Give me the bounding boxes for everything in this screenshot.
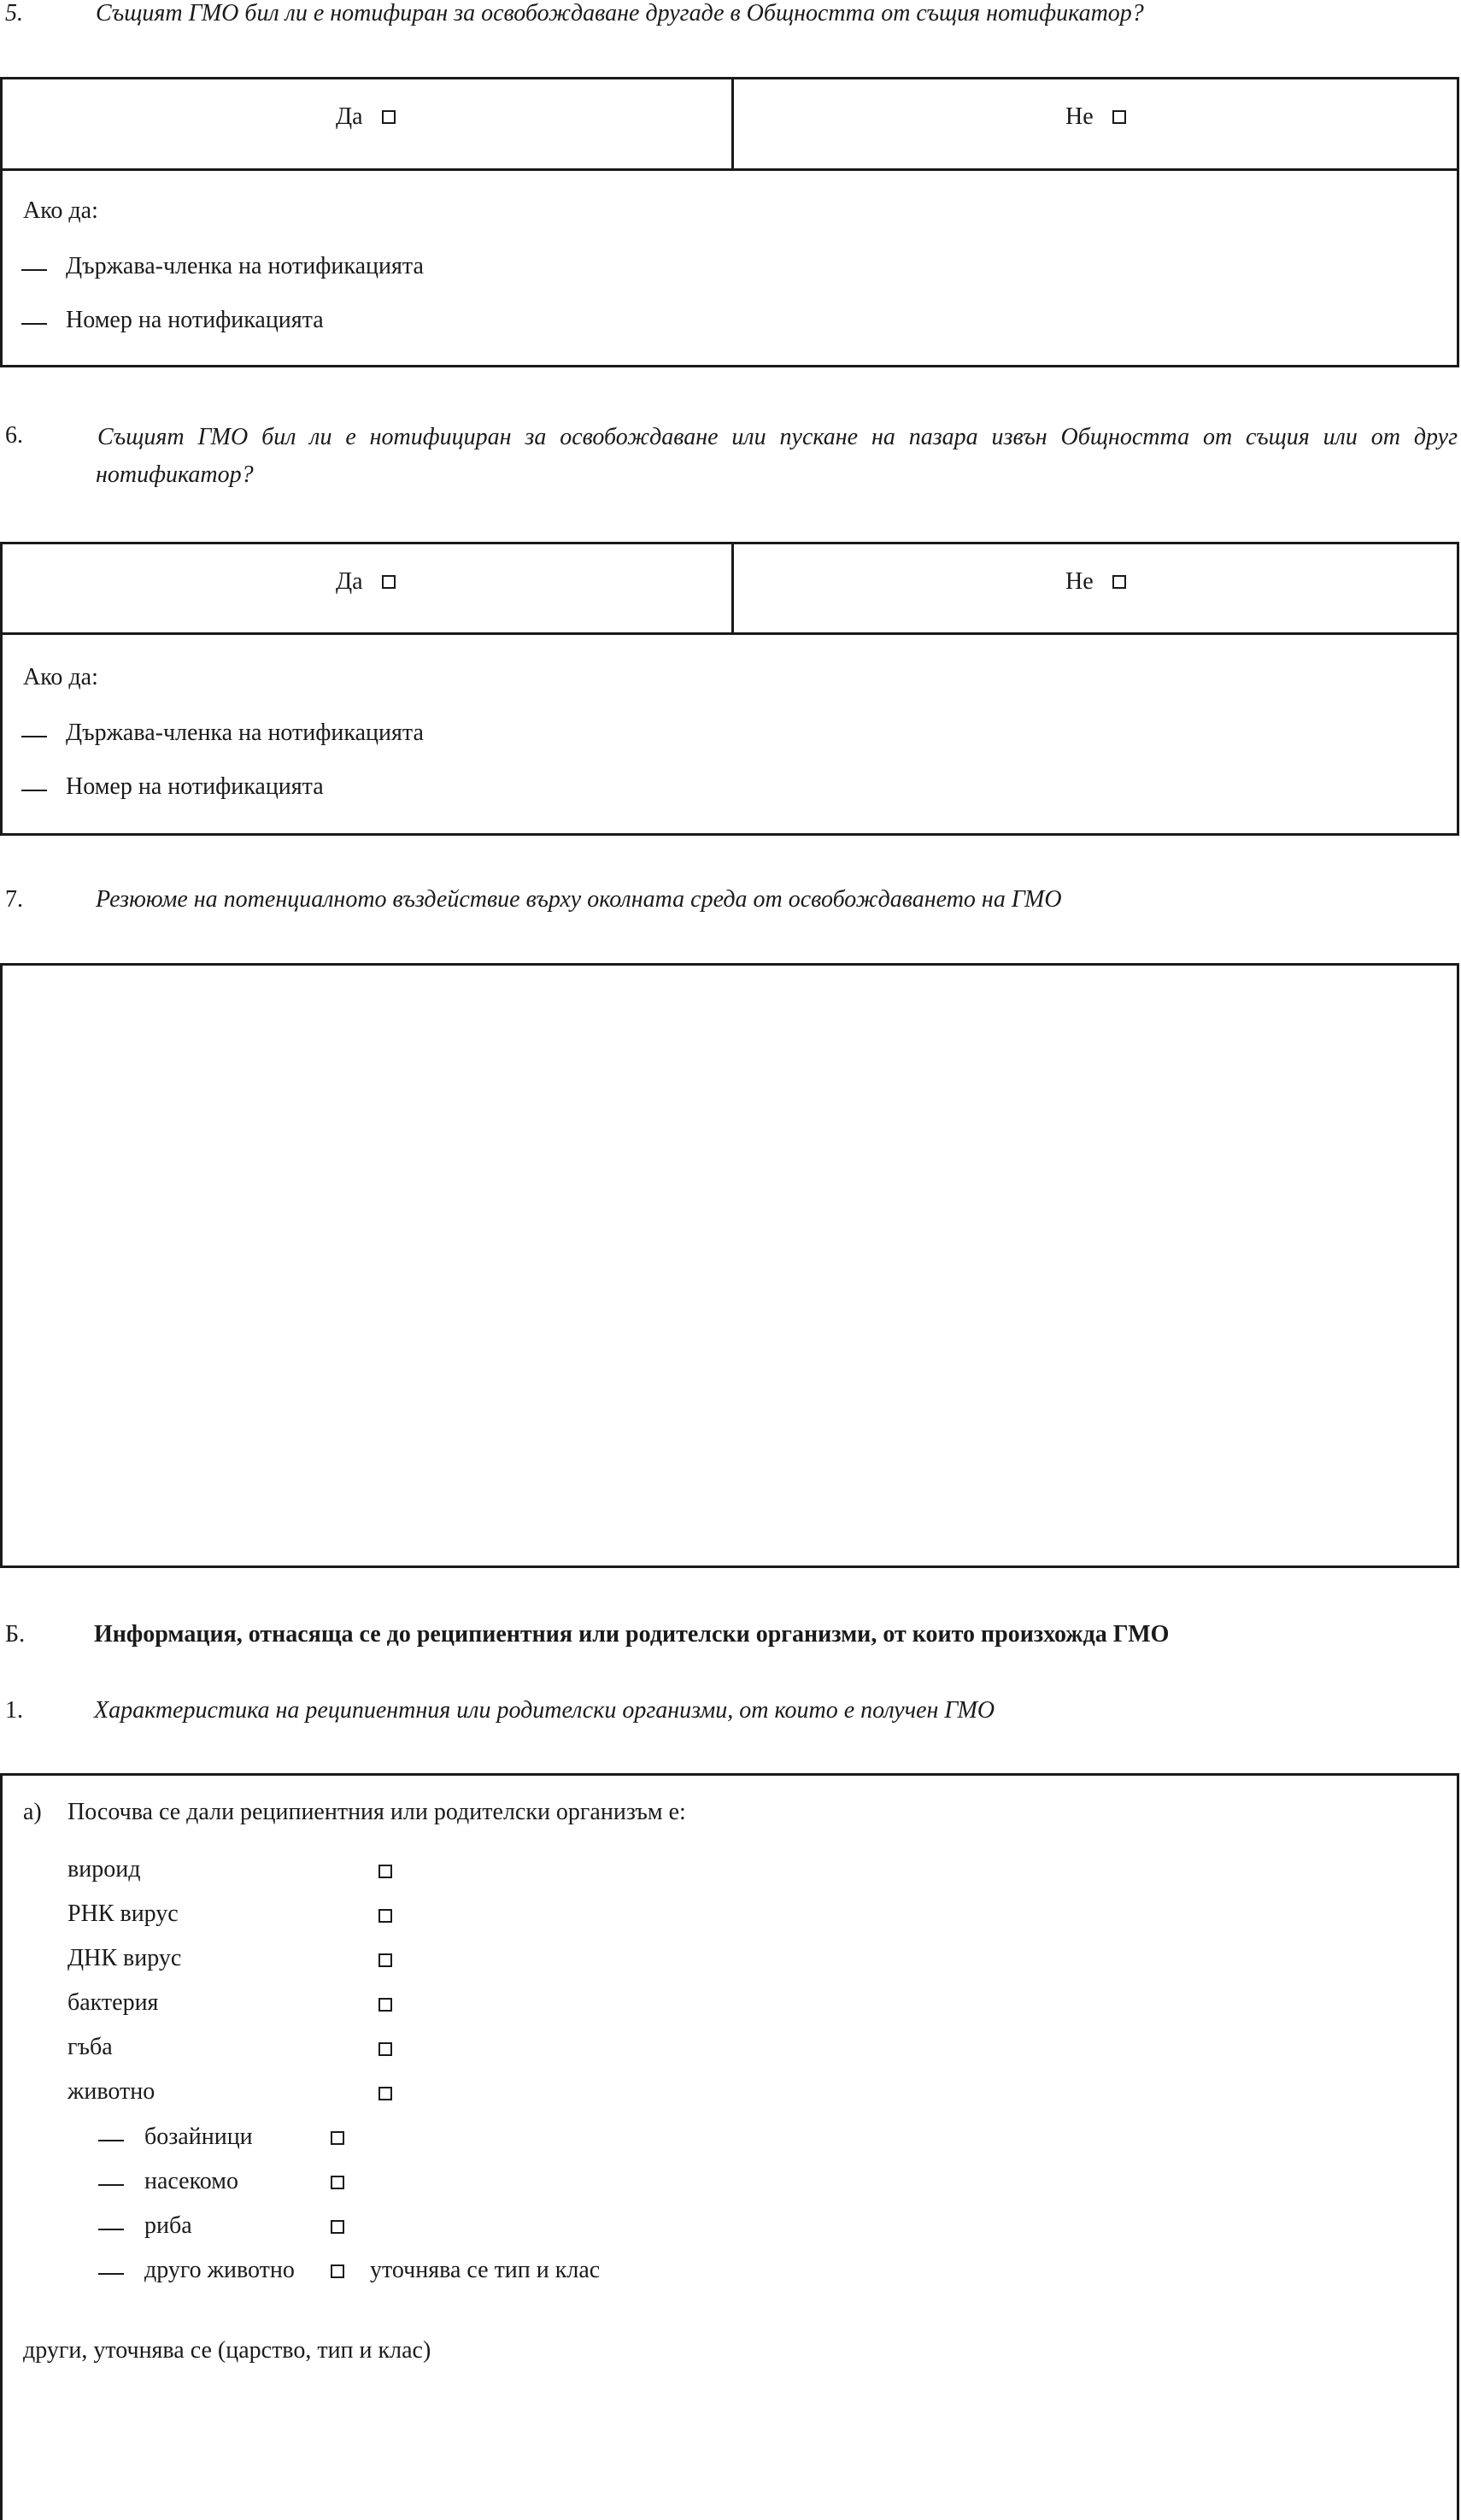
type-animal-label: животно (67, 2078, 155, 2105)
if-yes-label: Ако да: (23, 197, 98, 224)
question-6-text-line-2: нотификатор? (96, 461, 254, 488)
item-a-letter: а) (23, 1799, 42, 1825)
dash (21, 736, 47, 737)
part-b-letter: Б. (5, 1621, 26, 1648)
divider (731, 544, 734, 632)
others-specify-label: други, уточнява се (царство, тип и клас) (23, 2337, 431, 2364)
type-fungus-checkbox[interactable] (378, 2042, 392, 2056)
no-label: Не (1065, 103, 1094, 130)
dash (98, 2273, 124, 2275)
dash (98, 2140, 124, 2141)
item-a-text: Посочва се дали реципиентния или родителски организъм е: (67, 1799, 686, 1825)
type-dna-virus-checkbox[interactable] (378, 1953, 392, 1967)
divider (731, 79, 734, 168)
dash (21, 269, 47, 271)
type-rna-virus-checkbox[interactable] (378, 1909, 392, 1923)
subtype-other-animal-label: друго животно (144, 2257, 295, 2283)
no-option[interactable] (1065, 103, 1126, 131)
question-5-text: Същият ГМО бил ли е нотифиран за освобождаване другаде в Общността от същия нотификатор? (96, 0, 1144, 26)
section-6-box (0, 542, 1459, 836)
section-5-box (0, 77, 1459, 367)
divider (3, 632, 1457, 635)
organism-type-box (0, 1773, 1459, 2520)
question-b1-number: 1. (5, 1697, 23, 1724)
notification-number-label: Номер на нотификацията (66, 773, 324, 800)
member-state-label: Държава-членка на нотификацията (66, 720, 424, 746)
subtype-fish-checkbox[interactable] (331, 2220, 344, 2234)
other-animal-note: уточнява се тип и клас (370, 2257, 601, 2283)
yes-checkbox[interactable] (382, 110, 396, 124)
question-6-number: 6. (5, 422, 23, 449)
notification-number-label: Номер на нотификацията (66, 307, 324, 333)
question-5-number: 5. (5, 0, 23, 26)
dash (21, 323, 47, 325)
type-fungus-label: гъба (67, 2034, 113, 2060)
yes-label: Да (336, 103, 363, 130)
subtype-insect-checkbox[interactable] (331, 2176, 344, 2189)
no-checkbox[interactable] (1112, 575, 1126, 589)
yes-option[interactable] (336, 103, 396, 131)
subtype-insect-label: насекомо (144, 2168, 238, 2194)
subtype-other-animal-checkbox[interactable] (331, 2264, 344, 2278)
type-rna-virus-label: РНК вирус (67, 1900, 179, 1927)
divider (3, 168, 1457, 171)
question-7-text: Резююме на потенциалното въздействие върху околната среда от освобождаването на ГМО (96, 886, 1062, 913)
type-animal-checkbox[interactable] (378, 2087, 392, 2100)
type-viroid-label: вироид (67, 1856, 141, 1883)
question-6-line-1: Същият ГМО бил ли е нотифициран за освобождаване или пускане на пазара извън Общността от същия или от друг (97, 424, 1458, 450)
no-label: Не (1065, 568, 1094, 595)
question-6-text-line-1 (97, 424, 1458, 451)
no-checkbox[interactable] (1112, 110, 1126, 124)
part-b-heading: Информация, отнасяща се до реципиентния или родителски организми, от които произхожда ГМО (94, 1621, 1170, 1648)
type-bacteria-label: бактерия (67, 1989, 159, 2016)
member-state-label: Държава-членка на нотификацията (66, 253, 424, 279)
subtype-fish-label: риба (144, 2212, 192, 2239)
yes-checkbox[interactable] (382, 575, 396, 589)
type-bacteria-checkbox[interactable] (378, 1998, 392, 2012)
dash (21, 790, 47, 791)
yes-option[interactable] (336, 568, 396, 596)
dash (98, 2229, 124, 2230)
dash (98, 2184, 124, 2186)
type-dna-virus-label: ДНК вирус (67, 1945, 182, 1971)
subtype-mammals-label: бозайници (144, 2123, 253, 2150)
type-viroid-checkbox[interactable] (378, 1865, 392, 1878)
if-yes-label: Ако да: (23, 664, 98, 690)
question-7-number: 7. (5, 886, 23, 913)
question-b1-text: Характеристика на реципиентния или родителски организми, от които е получен ГМО (94, 1697, 995, 1724)
no-option[interactable] (1065, 568, 1126, 596)
yes-label: Да (336, 568, 363, 595)
environmental-impact-textarea[interactable] (0, 963, 1459, 1568)
subtype-mammals-checkbox[interactable] (331, 2131, 344, 2145)
